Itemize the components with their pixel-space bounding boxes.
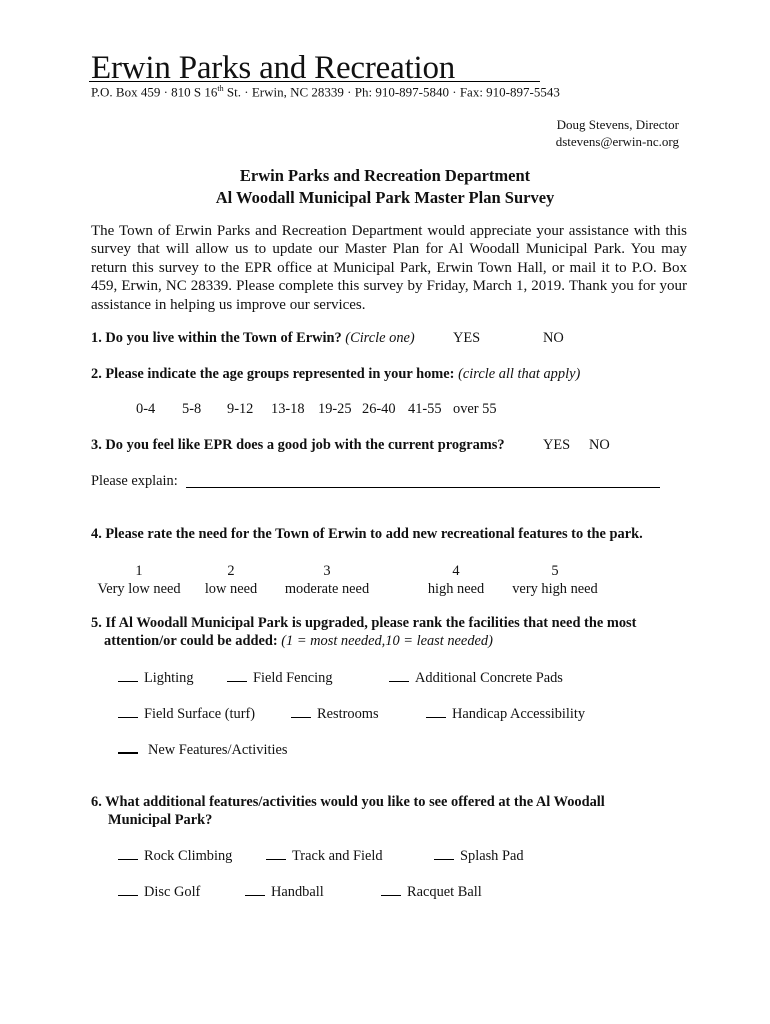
q5-hint: (1 = most needed,10 = least needed) [281, 633, 493, 649]
letterhead-address [91, 84, 560, 100]
rank-item-concrete-pads[interactable] [389, 669, 563, 687]
feature-blank[interactable] [266, 847, 286, 860]
q1-yes-option[interactable]: YES [453, 330, 481, 346]
feature-item-handball[interactable] [245, 883, 324, 901]
address-street: P.O. Box 459 · 810 S 16 [91, 84, 218, 100]
q1-text: 1. Do you live within the Town of Erwin? [91, 330, 342, 346]
rank-label: Handicap Accessibility [452, 706, 586, 722]
rating-number: 2 [227, 563, 235, 579]
q2-text: 2. Please indicate the age groups represented in your home: [91, 366, 455, 382]
feature-blank[interactable] [434, 847, 454, 860]
rating-label: low need [204, 581, 258, 597]
q5-text-line-2 [104, 633, 493, 650]
q3-explain-line[interactable] [186, 487, 660, 488]
heading-line-2: Al Woodall Municipal Park Master Plan Survey [215, 188, 555, 207]
q3-yes-option[interactable]: YES [543, 437, 571, 453]
age-option[interactable]: 19-25 [318, 401, 352, 417]
feature-item-racquet-ball[interactable] [381, 883, 482, 901]
rank-label: Lighting [144, 670, 194, 686]
rank-item-field-fencing[interactable] [227, 669, 333, 687]
feature-label: Splash Pad [460, 848, 524, 864]
rank-blank[interactable] [118, 705, 138, 718]
q6-text-line-2: Municipal Park? [108, 812, 213, 828]
rating-option-2[interactable] [196, 562, 266, 598]
rating-number: 3 [323, 563, 331, 579]
feature-item-disc-golf[interactable] [118, 883, 200, 901]
rank-item-restrooms[interactable] [291, 705, 379, 723]
title-underline [89, 81, 540, 82]
rank-blank[interactable] [426, 705, 446, 718]
survey-heading [0, 165, 770, 209]
feature-label: Rock Climbing [144, 848, 233, 864]
q3-explain-label: Please explain: [91, 473, 178, 489]
letterhead-title: Erwin Parks and Recreation [91, 50, 456, 86]
age-option[interactable]: 26-40 [362, 401, 396, 417]
feature-blank[interactable] [245, 883, 265, 896]
feature-item-splash-pad[interactable] [434, 847, 524, 865]
feature-label: Track and Field [292, 848, 383, 864]
rank-item-handicap-accessibility[interactable] [426, 705, 585, 723]
rank-item-lighting[interactable] [118, 669, 194, 687]
q1-no-option[interactable]: NO [543, 330, 564, 346]
rank-blank[interactable] [291, 705, 311, 718]
q6-text-line-1: 6. What additional features/activities would you like to see offered at the Al Woodall [91, 794, 605, 810]
q3-text: 3. Do you feel like EPR does a good job with the current programs? [91, 437, 505, 453]
age-option[interactable]: 9-12 [227, 401, 254, 417]
q4-text: 4. Please rate the need for the Town of Erwin to add new recreational features to the park. [91, 526, 643, 542]
rating-label: moderate need [284, 581, 370, 597]
address-contact: St. · Erwin, NC 28339 · Ph: 910-897-5840 · Fax: 910-897-5543 [223, 84, 560, 100]
age-option[interactable]: 13-18 [271, 401, 305, 417]
heading-line-1: Erwin Parks and Recreation Department [239, 166, 531, 185]
rating-number: 1 [135, 563, 143, 579]
feature-label: Racquet Ball [407, 884, 482, 900]
question-2 [91, 366, 580, 383]
rank-item-new-features[interactable] [118, 740, 287, 759]
q5-text-line-2-bold: attention/or could be added: [104, 633, 278, 649]
feature-blank[interactable] [381, 883, 401, 896]
rating-option-1[interactable] [86, 562, 192, 598]
feature-blank[interactable] [118, 883, 138, 896]
feature-label: Disc Golf [144, 884, 201, 900]
question-1 [91, 330, 415, 347]
director-name: Doug Stevens, Director [556, 117, 679, 132]
address-superscript: th [217, 84, 224, 93]
q1-hint: (Circle one) [345, 330, 415, 346]
age-option[interactable]: 5-8 [182, 401, 202, 417]
rating-label: high need [427, 581, 485, 597]
rank-blank[interactable] [118, 669, 138, 682]
q2-hint: (circle all that apply) [458, 366, 581, 382]
feature-label: Handball [271, 884, 324, 900]
rank-label: Field Fencing [253, 670, 333, 686]
rank-blank[interactable] [227, 669, 247, 682]
rating-label: very high need [512, 581, 598, 597]
rating-option-4[interactable] [418, 562, 494, 598]
age-option[interactable]: 41-55 [408, 401, 442, 417]
rating-option-3[interactable] [276, 562, 378, 598]
q5-text-line-1: 5. If Al Woodall Municipal Park is upgraded, please rank the facilities that need the most [91, 615, 637, 631]
rank-item-field-surface[interactable] [118, 705, 255, 723]
rank-label: New Features/Activities [148, 742, 288, 758]
rank-blank[interactable] [118, 740, 138, 754]
age-option[interactable]: 0-4 [136, 401, 156, 417]
rank-label: Additional Concrete Pads [415, 670, 563, 686]
age-option[interactable]: over 55 [453, 401, 497, 417]
survey-intro: The Town of Erwin Parks and Recreation Department would appreciate your assistance with this survey that will allow us to update our Master Plan for Al Woodall Municipal Park. You may return this survey to the EPR office at Municipal Park, Erwin Town Hall, or mail it to P.O. Box 459, Erwin, NC 28339. Please complete this survey by Friday, March 1, 2019. Thank you for your assistance in helping us improve our services. [91, 223, 687, 313]
feature-item-track-and-field[interactable] [266, 847, 383, 865]
rank-blank[interactable] [389, 669, 409, 682]
feature-blank[interactable] [118, 847, 138, 860]
rank-label: Field Surface (turf) [144, 706, 256, 722]
director-block [556, 116, 679, 150]
q3-no-option[interactable]: NO [589, 437, 610, 453]
rank-label: Restrooms [317, 706, 379, 722]
rating-number: 5 [551, 563, 559, 579]
director-email: dstevens@erwin-nc.org [555, 134, 679, 149]
rating-number: 4 [452, 563, 460, 579]
rating-option-5[interactable] [502, 562, 608, 598]
feature-item-rock-climbing[interactable] [118, 847, 232, 865]
rating-label: Very low need [97, 581, 181, 597]
